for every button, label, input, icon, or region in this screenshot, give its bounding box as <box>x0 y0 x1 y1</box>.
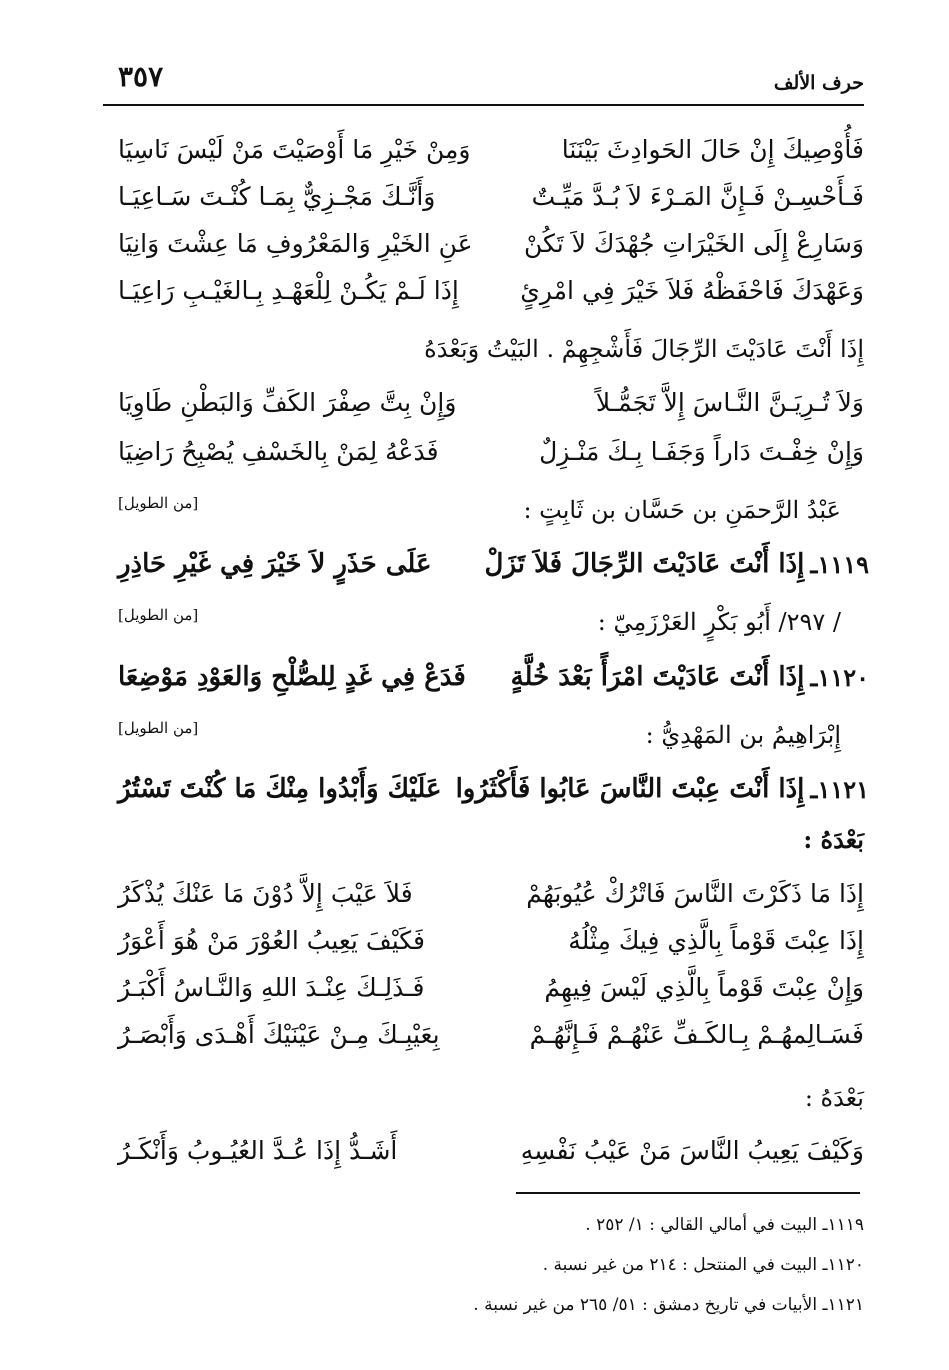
left-hemistich: وَأَنَّـكَ مَجْـزِيٌّ بِمَـا كُنْـتَ سَـاعِيَـا <box>118 181 436 211</box>
left-hemistich: فَكَيْفَ يَعِيبُ العُوْرَ مَنْ هُوَ أَعْوَرُ <box>118 925 426 955</box>
left-hemistich: عَلَيْكَ وَأَبْدُوا مِنْكَ مَا كُنْتَ تَسْتُرُ <box>118 774 442 804</box>
poem-line <box>118 1128 864 1172</box>
continuation-label: بَعْدَهُ : <box>804 1084 864 1112</box>
poet-intro <box>118 490 841 530</box>
right-hemistich: فَسَـالِمهُـمْ بِـالكَـفِّ عَنْهُـمْ فَـإِنَّهُـمْ <box>529 1019 864 1049</box>
poem-line <box>118 429 864 473</box>
right-hemistich: إِذَا أَنْتَ عَادَيْتَ الرِّجَالَ فَلاَ تَزَلْ <box>484 549 805 579</box>
left-hemistich: وَمِنْ خَيْرِ مَا أَوْصَيْتَ مَنْ لَيْسَ نَاسِيَا <box>118 134 471 164</box>
poem-line <box>118 268 864 312</box>
left-hemistich: وَإِنْ بِتَّ صِفْرَ الكَفِّ وَالبَطْنِ طَاوِيَا <box>118 387 457 417</box>
right-hemistich: إِذَا عِبْتَ قَوْماً بِالَّذِي فِيكَ مِثْلُهُ <box>568 925 864 955</box>
meter-label: [من الطويل] <box>118 719 199 737</box>
header-rule <box>103 104 864 106</box>
left-hemistich: بِعَيْبِـكَ مِـنْ عَيْنَيْكَ أَهْـدَى وَأَبْصَـرُ <box>118 1019 440 1049</box>
footnote-rule <box>516 1192 860 1194</box>
poem-line <box>118 918 864 962</box>
poet-name: / ٢٩٧/ أَبُو بَكْرٍ العَرْزَمِيّ : <box>597 608 841 636</box>
page-number: ٣٥٧ <box>118 60 164 93</box>
numbered-verse <box>118 653 869 701</box>
left-hemistich: فَدَعْهُ لِمَنْ بِالخَسْفِ يُصْبِحُ رَاضِيَا <box>118 436 439 466</box>
poem-line <box>118 174 864 218</box>
numbered-verse <box>118 765 869 813</box>
left-hemistich: فَلاَ عَيْبَ إِلاَّ دُوْنَ مَا عَنْكَ يُذْكَرُ <box>118 878 413 908</box>
right-hemistich: وَإِنْ عِبْتَ قَوْماً بِالَّذِي لَيْسَ فِيهِمُ <box>544 972 864 1002</box>
chapter-title: حرف الألف <box>773 72 864 94</box>
verse-number: ١١٢٠ـ <box>810 662 869 692</box>
right-hemistich: إِذَا أَنْتَ عَادَيْتَ امْرَأً بَعْدَ خُلَّةٍ <box>510 662 805 692</box>
left-hemistich: أَشَـدُّ إِذَا عُـدَّ العُيُـوبُ وَأَنْكَـرُ <box>118 1135 398 1165</box>
right-hemistich: إِذَا مَا ذَكَرْتَ النَّاسَ فَاتْرُكْ عُيُوبَهُمْ <box>526 878 864 908</box>
poem-line <box>118 221 864 265</box>
left-hemistich: عَلَى حَذَرٍ لاَ خَيْرَ فِي غَيْرِ حَاذِرِ <box>118 549 432 579</box>
right-hemistich: فَأُوْصِيكَ إِنْ حَالَ الحَوادِثَ بَيْنَنَا <box>561 134 864 164</box>
poem-line <box>118 127 864 171</box>
footnote: ١١٢١ـ الأبيات في تاريخ دمشق : ٥١/ ٢٦٥ من غير نسبة . <box>473 1295 864 1315</box>
poem-line <box>118 965 864 1009</box>
left-hemistich: فَـذَلِـكَ عِنْـدَ اللهِ وَالنَّـاسُ أَكْبَـرُ <box>118 972 425 1002</box>
poem-line <box>118 1012 864 1056</box>
meter-label: [من الطويل] <box>118 606 199 624</box>
left-hemistich: عَنِ الخَيْرِ وَالمَعْرُوفِ مَا عِشْتَ وَانِيَا <box>118 228 473 258</box>
footnote: ١١١٩ـ البيت في أمالي القالي : ١/ ٢٥٢ . <box>585 1215 864 1235</box>
footnote: ١١٢٠ـ البيت في المنتحل : ٢١٤ من غير نسبة . <box>542 1255 864 1275</box>
poet-intro <box>118 715 841 755</box>
poem-line <box>118 871 864 915</box>
right-hemistich: وَكَيْفَ يَعِيبُ النَّاسَ مَنْ عَيْبُ نَفْسِهِ <box>520 1135 864 1165</box>
poem-line <box>118 380 864 424</box>
numbered-verse <box>118 540 869 588</box>
continuation-label: بَعْدَهُ : <box>803 825 864 854</box>
right-hemistich: وَعَهْدَكَ فَاحْفَظْهُ فَلاَ خَيْرَ فِي امْرِئٍ <box>520 275 864 305</box>
right-hemistich: وَسَارِعْ إِلَى الخَيْرَاتِ جُهْدَكَ لاَ تَكُنْ <box>523 228 864 258</box>
left-hemistich: إِذَا لَـمْ يَكُـنْ لِلْعَهْـدِ بِـالغَيْـبِ رَاعِيَـا <box>118 275 459 305</box>
verse-number: ١١٢١ـ <box>810 774 869 804</box>
verse-number: ١١١٩ـ <box>810 549 869 579</box>
poet-name: عَبْدُ الرَّحمَنِ بن حَسَّان بن ثَابِتٍ : <box>523 496 841 524</box>
right-hemistich: إِذَا أَنْتَ عِبْتَ النَّاسَ عَابُوا فَأَكْثَرُوا <box>455 774 805 804</box>
poet-name: إِبْرَاهِيمُ بن المَهْدِيُّ : <box>645 721 841 749</box>
right-hemistich: وَإِنْ خِفْـتَ دَاراً وَجَفَـا بِـكَ مَنْـزِلٌ <box>539 436 864 466</box>
meter-label: [من الطويل] <box>118 494 199 512</box>
right-hemistich: وَلاَ تُـرِيَـنَّ النَّـاسَ إِلاَّ تَجَمُّـلاً <box>595 387 864 417</box>
prose-line: إِذَا أَنْتَ عَادَيْتَ الرِّجَالَ فَأَشْجِهِمْ . البَيْتُ وَبَعْدَهُ <box>424 335 864 363</box>
right-hemistich: فَـأَحْسِـنْ فَـإِنَّ المَـرْءَ لاَ بُـدَّ مَيِّـتٌ <box>531 181 864 211</box>
left-hemistich: فَدَعْ فِي غَدٍ لِلصُّلْحِ وَالعَوْدِ مَوْضِعَا <box>118 662 466 692</box>
poet-intro <box>118 602 841 642</box>
